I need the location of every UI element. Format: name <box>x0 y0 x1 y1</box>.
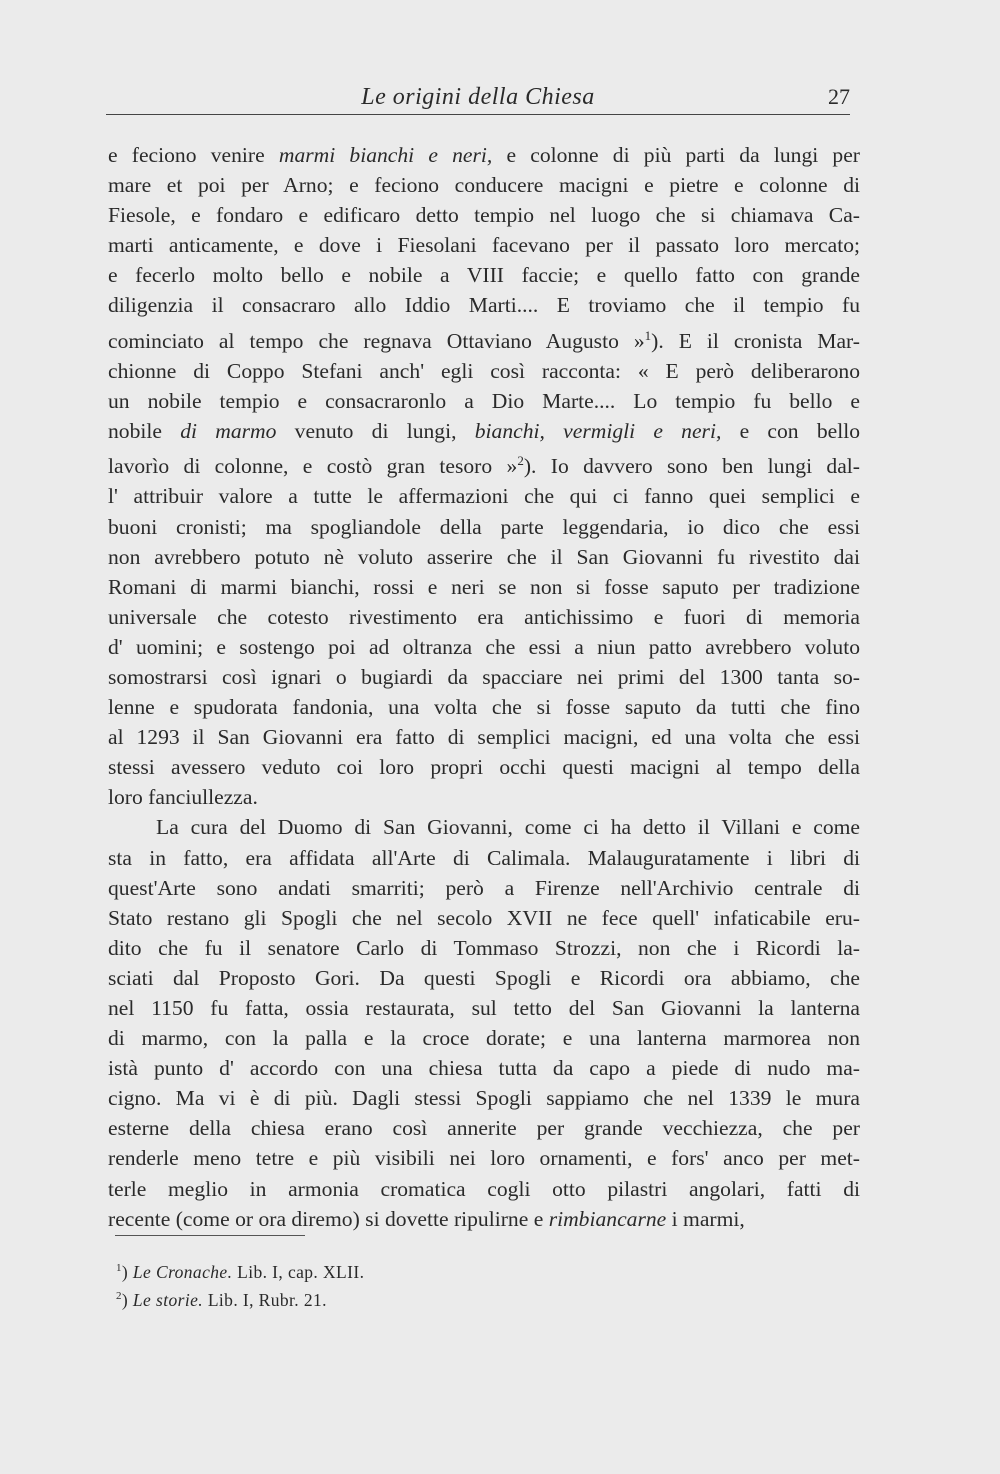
text-run: Fiesole, e fondaro e edificaro detto tempio nel luogo che si chiamava Ca- <box>108 203 860 228</box>
footnote-mark: 2 <box>116 1289 122 1302</box>
text-run: Romani di marmi bianchi, rossi e neri se non si fosse saputo per tradizione <box>108 574 860 599</box>
text-line <box>108 542 860 572</box>
text-run: sciati dal Proposto Gori. Da questi Spogli e Ricordi ora abbiamo, che <box>108 965 860 990</box>
footnote-rule <box>115 1235 305 1236</box>
text-run: i marmi, <box>666 1206 745 1231</box>
text-line <box>108 1204 860 1234</box>
text-run: Stato restano gli Spogli che nel secolo XVII ne fece quell' infaticabile eru- <box>108 905 860 930</box>
text-run: loro fanciullezza. <box>108 785 258 810</box>
text-run: marti anticamente, e dove i Fiesolani facevano per il passato loro mercato; <box>108 233 860 258</box>
text-run: e feciono venire <box>108 143 279 167</box>
text-line <box>108 1083 860 1113</box>
text-run: al 1293 il San Giovanni era fatto di semplici macigni, ed una volta che essi <box>108 725 860 750</box>
text-line <box>108 1113 860 1143</box>
text-line <box>108 662 860 692</box>
text-run: buoni cronisti; ma spogliandole della parte leggendaria, io dico che essi <box>108 514 860 539</box>
footnote <box>116 1256 616 1284</box>
text-run: universale che cotesto rivestimento era antichissimo e fuori di memoria <box>108 604 860 629</box>
text-run: chionne di Coppo Stefani anch' egli così racconta: « E però deliberarono <box>108 358 860 383</box>
text-run: e colonne di più parti da lungi per <box>492 143 861 167</box>
text-run: d' uomini; e sostengo poi ad oltranza che essi a niun patto avrebbero voluto <box>108 634 860 659</box>
text-line <box>108 812 860 842</box>
text-run: quest'Arte sono andati smarriti; però a Firenze nell'Archivio centrale di <box>108 875 860 900</box>
text-line <box>108 1023 860 1053</box>
text-run: sta in fatto, era affidata all'Arte di Calimala. Malauguratamente i libri di <box>108 845 860 870</box>
text-run: bianchi, vermigli e neri, <box>474 419 722 444</box>
text-run: recente (come or ora diremo) si dovette ripulirne e <box>108 1206 549 1231</box>
text-line <box>108 903 860 933</box>
text-line <box>108 230 860 260</box>
text-run: La cura del Duomo di San Giovanni, come ci ha detto il Villani e come <box>156 815 860 840</box>
text-run: e fecerlo molto bello e nobile a VIII faccie; e quello fatto con grande <box>108 263 860 288</box>
footnote-text: Lib. I, Rubr. 21. <box>203 1289 327 1310</box>
text-run: nobile <box>108 419 181 444</box>
footnote-text: Le storie. <box>132 1289 204 1310</box>
footnotes <box>116 1256 616 1312</box>
footnote-mark: 1 <box>116 1262 122 1274</box>
text-line <box>108 692 860 722</box>
body-text <box>108 140 860 1234</box>
text-run: e con bello <box>721 419 861 444</box>
footnote <box>116 1284 616 1312</box>
text-line <box>108 993 860 1023</box>
text-run: diligenzia il consacraro allo Iddio Marti.... E troviamo che il tempio fu <box>108 293 860 318</box>
footnote-ref: 1 <box>644 327 652 343</box>
text-run: mare et poi per Arno; e feciono conducere macigni e pietre e colonne di <box>108 173 860 198</box>
text-line <box>108 843 860 873</box>
text-run: venuto di lungi, <box>276 419 475 444</box>
footnote-text: Lib. I, cap. XLII. <box>232 1261 365 1282</box>
text-run: renderle meno tetre e più visibili nei loro ornamenti, e fors' anco per met- <box>108 1146 860 1171</box>
text-line <box>108 260 860 290</box>
text-run: cominciato al tempo che regnava Ottaviano Augusto » <box>108 328 645 353</box>
text-line <box>108 170 860 200</box>
running-title: Le origini della Chiesa <box>361 84 595 110</box>
text-run: lenne e spudorata fandonia, una volta che si fosse saputo da tutti che fino <box>108 695 860 720</box>
text-line <box>108 1053 860 1083</box>
text-line <box>108 416 860 446</box>
text-line <box>108 752 860 782</box>
text-run: stessi avessero veduto coi loro propri occhi questi macigni al tempo della <box>108 755 860 780</box>
text-run: un nobile tempio e consacraronlo a Dio Marte.... Lo tempio fu bello e <box>108 388 860 413</box>
text-line <box>108 1143 860 1173</box>
text-run: dito che fu il senatore Carlo di Tommaso Strozzi, non che i Ricordi la- <box>108 935 860 960</box>
text-line <box>108 963 860 993</box>
text-line <box>108 782 860 812</box>
page-number: 27 <box>828 84 850 109</box>
text-run: rimbiancarne <box>548 1206 667 1231</box>
text-line <box>108 481 860 511</box>
text-run: terle meglio in armonia cromatica cogli otto pilastri angolari, fatti di <box>108 1176 860 1201</box>
text-run: l' attribuir valore a tutte le affermazioni che qui ci fanno quei semplici e <box>108 484 860 509</box>
text-line <box>108 386 860 416</box>
running-header <box>106 80 850 115</box>
text-run: cigno. Ma vi è di più. Dagli stessi Spogli sappiamo che nel 1339 le mura <box>108 1086 860 1111</box>
text-line <box>108 572 860 602</box>
footnote-mark-paren: ) <box>121 1261 133 1282</box>
text-line <box>108 200 860 230</box>
text-line <box>108 933 860 963</box>
text-run: ). E il cronista Mar- <box>651 328 860 353</box>
text-run: lavorìo di colonne, e costò gran tesoro » <box>108 454 518 479</box>
text-run: nel 1150 fu fatta, ossia restaurata, sul tetto del San Giovanni la lanterna <box>108 996 860 1020</box>
text-run: di marmo <box>180 419 277 444</box>
text-run: istà punto d' accordo con una chiesa tutta da capo a piede di nudo ma- <box>108 1056 860 1081</box>
footnote-ref: 2 <box>517 453 524 469</box>
text-line <box>108 356 860 386</box>
text-line <box>108 446 860 481</box>
text-line <box>108 873 860 903</box>
footnote-text: Le Cronache. <box>132 1261 233 1282</box>
text-run: non avrebbero potuto nè voluto asserire che il San Giovanni fu rivestito dai <box>108 544 860 569</box>
text-line <box>108 512 860 542</box>
text-run: somostrarsi così ignari o bugiardi da spacciare nei primi del 1300 tanta so- <box>108 664 860 689</box>
text-line <box>108 321 860 356</box>
text-run: ). Io davvero sono ben lungi dal- <box>523 454 861 479</box>
text-line <box>108 722 860 752</box>
text-run: esterne della chiesa erano così annerite per grande vecchiezza, che per <box>108 1116 860 1141</box>
text-line <box>108 290 860 320</box>
text-line <box>108 1174 860 1204</box>
text-line <box>108 602 860 632</box>
text-line <box>108 632 860 662</box>
text-run: di marmo, con la palla e la croce dorate; e una lanterna marmorea non <box>108 1026 860 1051</box>
text-line <box>108 140 860 170</box>
footnote-mark-paren: ) <box>121 1289 133 1310</box>
text-run: marmi bianchi e neri, <box>278 143 493 167</box>
